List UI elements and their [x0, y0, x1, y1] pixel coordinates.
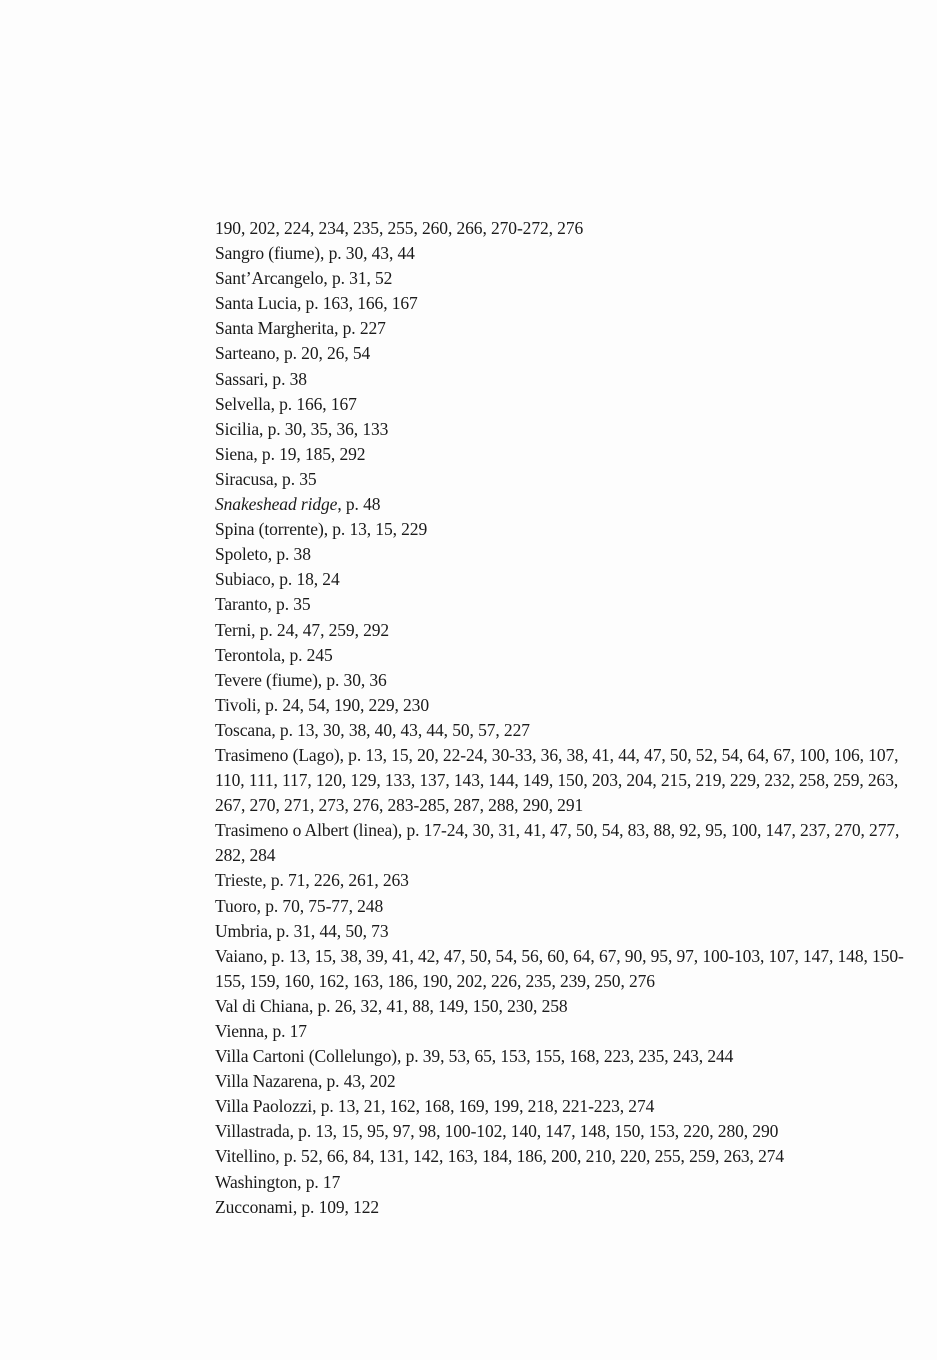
index-page-refs: p. 39, 53, 65, 153, 155, 168, 223, 235, 243, 244: [401, 1046, 734, 1067]
index-page-refs: p. 18, 24: [274, 569, 340, 590]
index-term: Siracusa,: [215, 468, 278, 489]
index-entry: [215, 1044, 905, 1069]
index-page-refs: p. 13, 15, 38, 39, 41, 42, 47, 50, 54, 56, 60, 64, 67, 90, 95, 97, 100-103, 107, 147, 148, 150-155, 159, 160, 162, 163, 186, 190, 202, 226, 235, 239, 250, 276: [215, 945, 904, 991]
index-entry: [215, 316, 905, 341]
index-entry: [215, 919, 905, 944]
index-page-refs: p. 13, 15, 229: [327, 519, 428, 540]
index-entry: [215, 1069, 905, 1094]
index-term: Vienna,: [215, 1021, 269, 1041]
index-entry: [215, 1170, 905, 1195]
index-term: Toscana,: [215, 719, 276, 740]
index-term: Tivoli,: [215, 694, 261, 715]
index-entry: [215, 592, 905, 617]
index-term: Santa Lucia,: [215, 293, 302, 314]
index-term: Sant’Arcangelo,: [215, 268, 328, 289]
index-entry: [215, 467, 905, 492]
index-term: Subiaco,: [215, 569, 275, 590]
index-term: Villastrada,: [215, 1121, 294, 1142]
index-page-refs: p. 30, 36: [322, 669, 387, 690]
index-page-refs: p. 35: [277, 468, 317, 489]
index-page-refs: p. 163, 166, 167: [301, 293, 418, 314]
index-page-refs: p. 227: [338, 318, 386, 339]
index-term: Vitellino,: [215, 1146, 280, 1167]
index-term: Villa Nazarena,: [215, 1071, 323, 1092]
index-term: Sangro (fiume),: [215, 243, 325, 264]
index-term: Sarteano,: [215, 343, 280, 364]
index-term: Zucconami,: [215, 1196, 298, 1217]
index-entry: [215, 868, 905, 893]
index-entry: [215, 1119, 905, 1144]
index-entry: [215, 417, 905, 442]
index-page-refs: p. 20, 26, 54: [279, 343, 371, 364]
index-page-refs: p. 17-24, 30, 31, 41, 47, 50, 54, 83, 88, 92, 95, 100, 147, 237, 270, 277, 282, 284: [215, 820, 900, 866]
index-entry: [215, 1144, 905, 1169]
index-page-refs: p. 26, 32, 41, 88, 149, 150, 230, 258: [313, 995, 568, 1016]
index-page-refs: p. 17: [268, 1021, 307, 1041]
index-term: Terontola,: [215, 644, 286, 665]
index-term: Snakeshead ridge: [215, 494, 338, 515]
index-entry: [215, 367, 905, 392]
index-page-refs: p. 43, 202: [322, 1071, 396, 1092]
index-page-refs: 190, 202, 224, 234, 235, 255, 260, 266, 270-272, 276: [215, 218, 584, 238]
index-page-refs: p. 70, 75-77, 248: [260, 895, 384, 916]
index-term: Washington,: [215, 1171, 302, 1192]
index-term: Sassari,: [215, 368, 269, 389]
index-entry: [215, 668, 905, 693]
index-page-refs: p. 24, 47, 259, 292: [255, 619, 390, 640]
index-entry: [215, 818, 905, 868]
index-page-refs: p. 17: [301, 1171, 341, 1192]
index-entry: [215, 567, 905, 592]
index-term: Tuoro,: [215, 895, 261, 916]
index-entry: [215, 994, 905, 1019]
index-term: Tevere (fiume),: [215, 669, 323, 690]
index-entry: [215, 291, 905, 316]
index-page-refs: p. 35: [271, 594, 311, 615]
index-page-refs: p. 13, 21, 162, 168, 169, 199, 218, 221-223, 274: [316, 1096, 655, 1117]
index-page-refs: p. 31, 52: [327, 268, 393, 289]
index-page-refs: p. 13, 15, 20, 22-24, 30-33, 36, 38, 41, 44, 47, 50, 52, 54, 64, 67, 100, 106, 107, 110, 111, 117, 120, 129, 133, 137, 143, 144, 149, 150, 203, 204, 215, 219, 229, 232, 258, 259, 263, 267, 270, 271, 273, 276, 283-285, 287, 288, 290, 291: [215, 744, 899, 816]
index-page-refs: p. 245: [285, 644, 333, 665]
index-entry: [215, 517, 905, 542]
index-page-refs: p. 24, 54, 190, 229, 230: [260, 694, 429, 715]
index-term: Villa Paolozzi,: [215, 1096, 317, 1117]
index-term: Spina (torrente),: [215, 519, 328, 540]
index-term: Trasimeno (Lago),: [215, 744, 344, 765]
index-term: Selvella,: [215, 393, 275, 414]
index-term: Sicilia,: [215, 418, 264, 439]
index-entry: [215, 442, 905, 467]
index-term: Spoleto,: [215, 544, 273, 565]
index-entry: [215, 894, 905, 919]
index-entry: [215, 542, 905, 567]
index-page-refs: p. 166, 167: [274, 393, 357, 414]
index-page-refs: p. 109, 122: [297, 1196, 380, 1217]
index-page-refs: p. 38: [268, 368, 307, 389]
index-entry: [215, 743, 905, 818]
index-page-refs: p. 71, 226, 261, 263: [266, 870, 409, 891]
index-entry: [215, 341, 905, 366]
index-term: Vaiano,: [215, 945, 268, 966]
index-entry: [215, 216, 905, 241]
index-term: Villa Cartoni (Collelungo),: [215, 1046, 402, 1067]
index-page-refs: , p. 48: [337, 494, 381, 515]
index-entry: [215, 392, 905, 417]
index-page-refs: p. 38: [272, 544, 311, 565]
index-page-refs: p. 30, 43, 44: [324, 243, 415, 264]
index-term: Val di Chiana,: [215, 995, 314, 1016]
index-entry: [215, 492, 905, 517]
index-entry: [215, 618, 905, 643]
index-term: Santa Margherita,: [215, 318, 339, 339]
index-entry: [215, 241, 905, 266]
index-page-refs: p. 13, 15, 95, 97, 98, 100-102, 140, 147, 148, 150, 153, 220, 280, 290: [293, 1121, 779, 1142]
index-page-refs: p. 31, 44, 50, 73: [272, 920, 389, 941]
index-entry: [215, 266, 905, 291]
index-term: Trasimeno o Albert (linea),: [215, 820, 403, 841]
index-term: Terni,: [215, 619, 256, 640]
index-entry: [215, 643, 905, 668]
index-term: Taranto,: [215, 594, 272, 615]
index-page-refs: p. 52, 66, 84, 131, 142, 163, 184, 186, 200, 210, 220, 255, 259, 263, 274: [279, 1146, 785, 1167]
place-index-list: [215, 216, 905, 1220]
index-term: Umbria,: [215, 920, 273, 941]
index-entry: [215, 693, 905, 718]
index-entry: [215, 1195, 905, 1220]
index-entry: [215, 944, 905, 994]
index-page-refs: p. 19, 185, 292: [257, 443, 366, 464]
index-entry: [215, 1019, 905, 1044]
index-page-refs: p. 13, 30, 38, 40, 43, 44, 50, 57, 227: [275, 719, 530, 740]
index-entry: [215, 718, 905, 743]
index-term: Siena,: [215, 443, 258, 464]
index-entry: [215, 1094, 905, 1119]
index-term: Trieste,: [215, 870, 267, 891]
index-page-refs: p. 30, 35, 36, 133: [263, 418, 389, 439]
